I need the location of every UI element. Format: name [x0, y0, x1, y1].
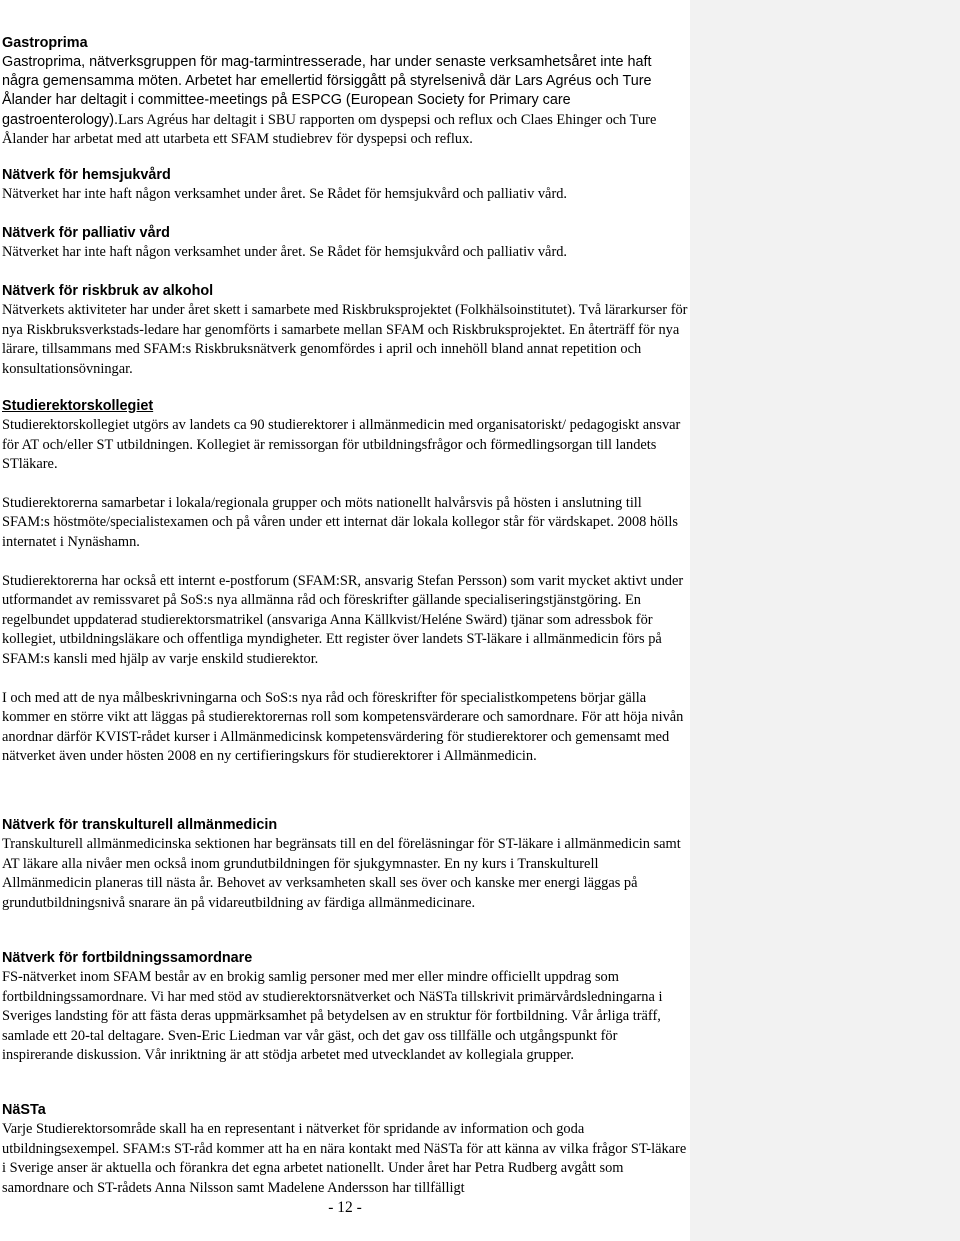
paragraph-hemsjukvard: Nätverket har inte haft någon verksamhet under året. Se Rådet för hemsjukvård och palliativ vård. — [2, 186, 568, 202]
paragraph-studierektor-4: I och med att de nya målbeskrivningarna och SoS:s nya råd och föreskrifter för specialistkompetens börjar gälla kommer en större vikt att läggas på studierektorernas roll som kompetensvärderare och samordnare. För att höja nivån anordnar därför KVIST-rådet kurser i Allmänmedicinsk kompetensvärdering för studierektorer och gemensamt med nätverket även under hösten 2008 en ny certifieringskurs för studierektorer i Allmänmedicin. — [2, 689, 684, 765]
text-gastroprima-part1: Gastroprima, nätverksgruppen för mag-tarmintresserade, har under senaste verksamhetsåret inte haft några gemensamma möten. Arbetet har emellertid försiggått på styrelsenivå där Lars Agréus och Ture Ålander har deltagit i committee-meetings på ESPCG (European Society for Primary care gastroenterology). — [2, 54, 652, 128]
paragraph-transkulturell: Transkulturell allmänmedicinska sektionen har begränsats till en del föreläsningar för ST-läkare i allmänmedicin samt AT läkare alla nivåer men också inom grundutbildningen för sjukgymnaster. En ny kurs i Transkulturell Allmänmedicin planeras till nästa år. Behovet av verksamheten skall ses över och kanske mer energi läggas på grundutbildningsnivå snarare än på vidareutbildning av färdiga allmänmedicinare. — [2, 836, 681, 911]
paragraph-fortbildning: FS-nätverket inom SFAM består av en brokig samlig personer med mer eller mindre officiellt uppdrag som fortbildningssamordnare. Vi har med stöd av studierektorsnätverket och NäSTa tillskrivit primärvårdsledningarna i Sveriges landsting för att fästa deras uppmärksamhet på betydelsen av en struktur för fortbildning. Vår årliga träff, samlade ett 20-tal deltagare. Sven-Eric Liedman var vår gäst, och det gav oss tillfälle och utgångspunkt för inspirerande diskussion. Vår inriktning är att stödja arbetet med utvecklandet av kollegiala grupper. — [2, 969, 663, 1064]
section-studierektorskollegiet — [2, 397, 688, 767]
section-palliativ — [2, 224, 688, 263]
paragraph-riskbruk: Nätverkets aktiviteter har under året skett i samarbete med Riskbruksprojektet (Folkhälsoinstitutet). Två lärarkurser för nya Riskbruksverkstads-ledare har genomförts i samarbete mellan SFAM och Riskbruksprojektet. En återträff för nya lärare, tillsammans med SFAM:s Riskbruksnätverk genomfördes i april och innehöll bland annat repetition och konsultationsövningar. — [2, 302, 688, 377]
paragraph-palliativ: Nätverket har inte haft någon verksamhet under året. Se Rådet för hemsjukvård och palliativ vård. — [2, 244, 568, 260]
text-gastroprima-part2: Lars Agréus har deltagit i SBU rapporten om dyspepsi och reflux och Claes Ehinger och Ture Ålander har arbetat med att utarbeta ett SFAM studiebrev för dyspepsi och reflux. — [2, 111, 657, 147]
page-number: - 12 - — [328, 1199, 362, 1216]
heading-transkulturell: Nätverk för transkulturell allmänmedicin — [2, 817, 278, 833]
heading-palliativ: Nätverk för palliativ vård — [2, 225, 170, 241]
paragraph-studierektor-1: Studierektorskollegiet utgörs av landets ca 90 studierektorer i allmänmedicin med organisatoriskt/ pedagogiskt ansvar för AT och/eller ST utbildningen. Kollegiet är remissorgan för utbildningsfrågor och förmedlingsorgan till landets STläkare. — [2, 417, 681, 473]
heading-hemsjukvard: Nätverk för hemsjukvård — [2, 167, 171, 183]
heading-nasta: NäSTa — [2, 1102, 46, 1118]
section-riskbruk — [2, 282, 688, 379]
heading-gastroprima: Gastroprima — [2, 35, 88, 51]
paragraph-studierektor-3: Studierektorerna har också ett internt e-postforum (SFAM:SR, ansvarig Stefan Persson) som varit mycket aktivt under utformandet av remissvaret på SoS:s nya allmänna råd och föreskrifter gällande specialiseringstjänstgöring. En regelbundet uppdaterad studierektorsmatrikel (ansvariga Anna Källkvist/Heléne Swärd) tjänar som adressbok för kollegiet, utbildningsläkare och offentliga myndigheter. Ett register över landets ST-läkare i allmänmedicin förs på SFAM:s kansli med hjälp av varje enskild studierektor. — [2, 572, 684, 667]
section-fortbildning — [2, 949, 688, 1066]
section-gastroprima — [2, 34, 688, 149]
section-nasta — [2, 1101, 688, 1198]
heading-fortbildning: Nätverk för fortbildningssamordnare — [2, 950, 253, 966]
section-transkulturell — [2, 816, 688, 913]
paragraph-studierektor-2: Studierektorerna samarbetar i lokala/regionala grupper och möts nationellt halvårsvis på hösten i anslutning till SFAM:s höstmöte/specialistexamen och på våren under ett internat där lokala kollegor står för värdskapet. 2008 hölls internatet i Nynäshamn. — [2, 494, 678, 550]
comment-margin — [690, 0, 960, 1241]
paragraph-nasta: Varje Studierektorsområde skall ha en representant i nätverket för spridande av information och goda utbildningsexempel. SFAM:s ST-råd kommer att ha en nära kontakt med NäSTa för att känna av vilka frågor ST-läkare i Sverige anser är aktuella och förankra det egna arbetet nationellt. Under året har Petra Rudberg avgått som samordnare och ST-rådets Anna Nilsson samt Madelene Andersson har tillfälligt — [2, 1121, 687, 1196]
paragraph-gastroprima-intro — [2, 53, 688, 149]
heading-riskbruk: Nätverk för riskbruk av alkohol — [2, 283, 214, 299]
section-hemsjukvard — [2, 166, 688, 205]
heading-studierektorskollegiet: Studierektorskollegiet — [2, 398, 154, 414]
